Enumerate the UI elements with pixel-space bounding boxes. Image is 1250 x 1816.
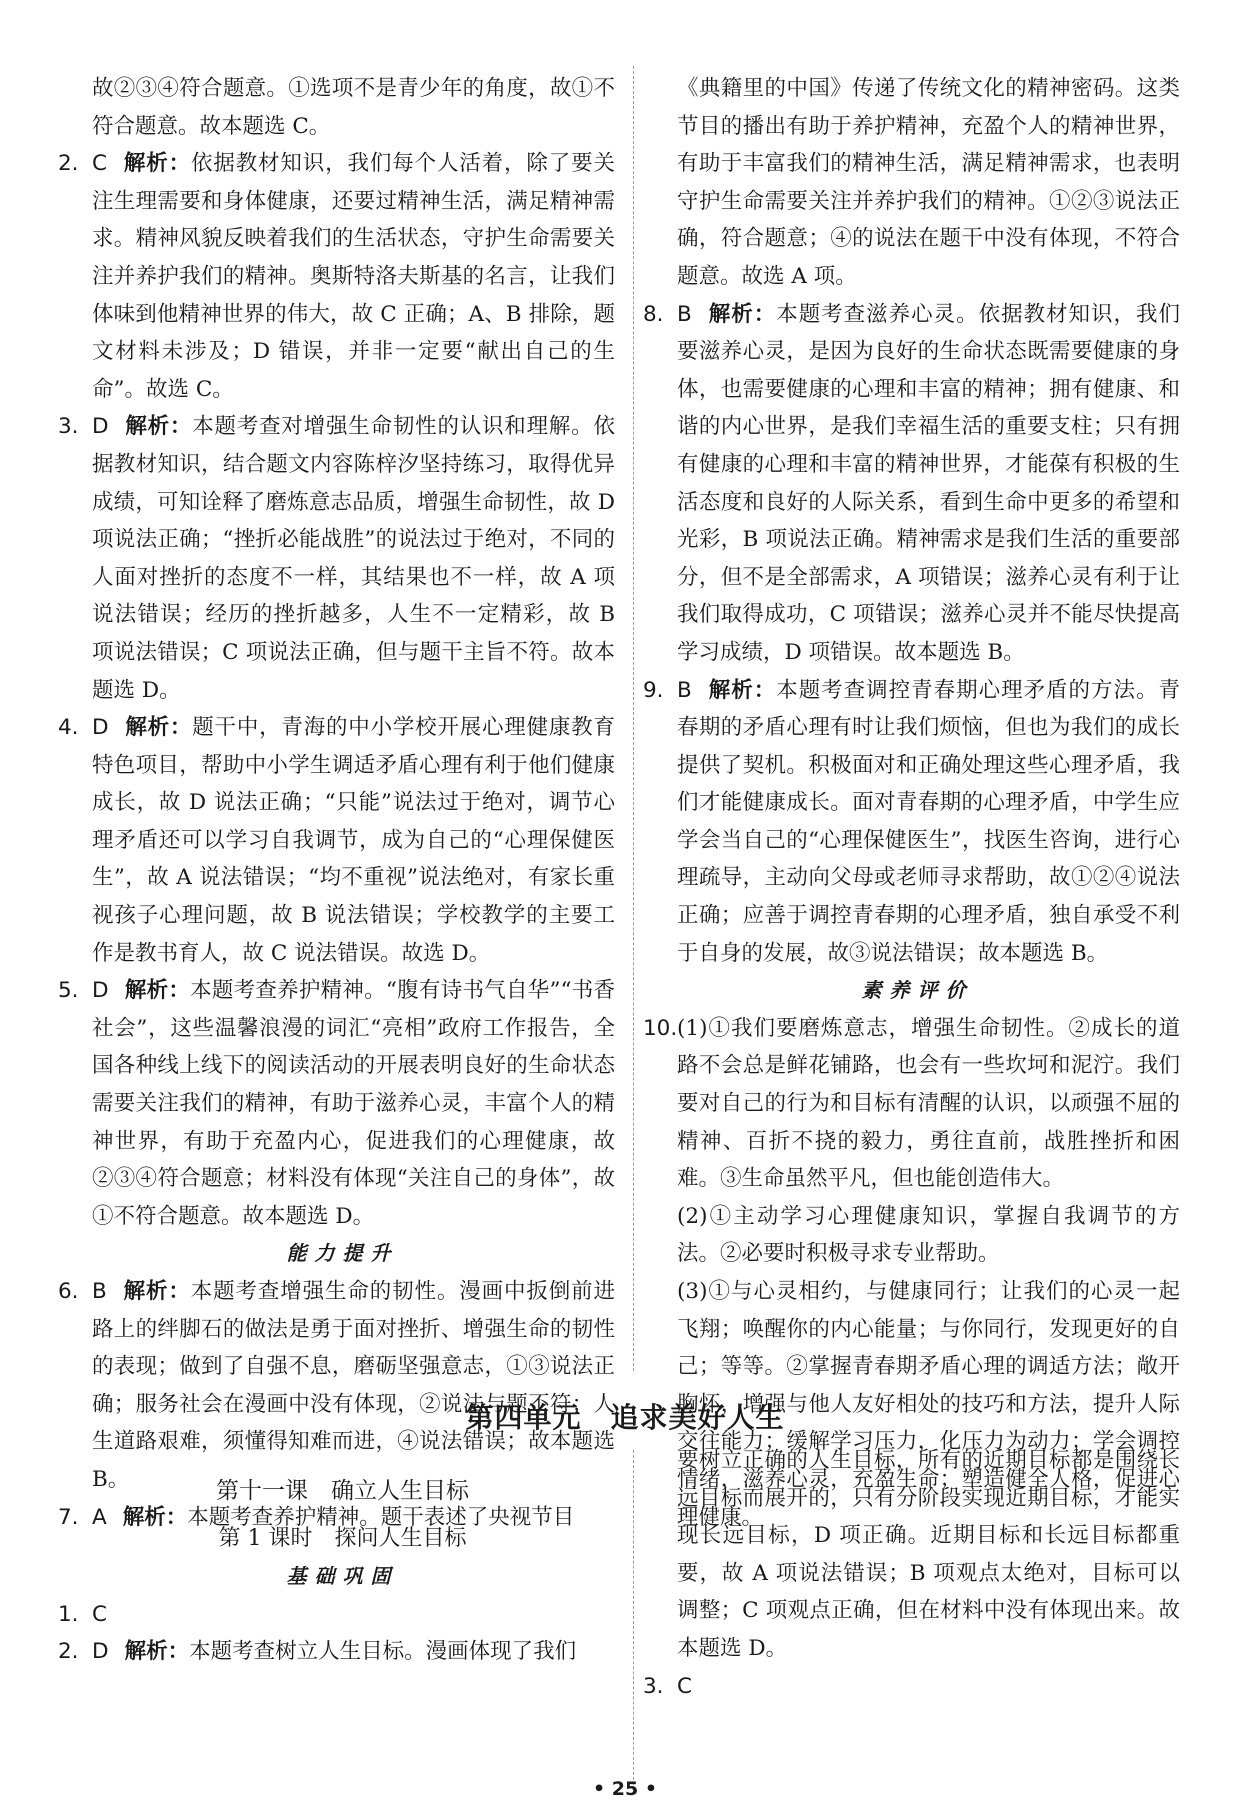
item-number: 2. — [58, 1639, 79, 1665]
continuation-text: 故②③④符合题意。①选项不是青少年的角度，故①不符合题意。故本题选 C。 — [92, 76, 615, 139]
answer-item — [58, 709, 615, 972]
answer-item — [58, 1273, 615, 1499]
answer-item — [58, 1596, 615, 1634]
answer-item — [643, 1668, 1180, 1706]
answer-letter: B — [677, 677, 692, 703]
answer-part: (1)①我们要磨炼意志，增强生命韧性。②成长的道路不会总是鲜花铺路，也会有一些坎坷和泥泞。我们要对自己的行为和目标有清醒的认识，以顽强不屈的精神、百折不挠的毅力，勇往直前，战胜挫折和困难。③生命虽然平凡，但也能创造伟大。 — [677, 1015, 1180, 1192]
answer-item — [643, 296, 1180, 672]
answer-item — [58, 408, 615, 709]
right-column — [643, 70, 1180, 1536]
analysis-label: 解析： — [124, 1639, 190, 1665]
period-title: 第 1 课时 探问人生目标 — [218, 1526, 467, 1551]
continuation-text: 《典籍里的中国》传递了传统文化的精神密码。这类节目的播出有助于养护精神，充盈个人的精神世界，有助于丰富我们的精神生活，满足精神需求，也表明守护生命需要关注并养护我们的精神。①②③说法正确，符合题意；④的说法在题干中没有体现，不符合题意。故选 A 项。 — [677, 76, 1180, 289]
analysis-text: 题干中，青海的中小学校开展心理健康教育特色项目，帮助中小学生调适矛盾心理有利于他们健康成长，故 D 说法正确；“只能”说法过于绝对，调节心理矛盾还可以学习自我调节，成为自己的“心理保健医生”，故 A 说法错误；“均不重视”说法绝对，有家长重视孩子心理问题，故 B 说法错误；学校教学的主要工作是教书育人，故 C 说法错误。故选 D。 — [92, 715, 615, 966]
answer-item — [58, 972, 615, 1235]
answer-letter: B — [92, 1279, 107, 1304]
analysis-label: 解析： — [124, 978, 191, 1004]
lower-left-column — [58, 1470, 615, 1671]
analysis-text: 本题考查对增强生命韧性的认识和理解。依据教材知识，结合题文内容陈梓汐坚持练习，取得优异成绩，可知诠释了磨炼意志品质，增强生命韧性，故 D 项说法正确；“挫折必能战胜”的说法过于绝对，不同的人面对挫折的态度不一样，其结果也不一样，故 A 项说法错误；经历的挫折越多，人生不一定精彩，故 B 项说法错误；C 项说法正确，但与题干主旨不符。故本题选 D。 — [92, 414, 615, 703]
item-number: 2. — [58, 151, 79, 177]
answer-letter: B — [677, 301, 692, 327]
section-heading: 能力提升 — [286, 1241, 399, 1266]
answer-item — [643, 672, 1180, 973]
analysis-text: 本题考查养护精神。“腹有诗书气自华”“书香社会”，这些温馨浪漫的词汇“亮相”政府工作报告，全国各种线上线下的阅读活动的开展表明良好的生命状态需要关注我们的精神，有助于滋养心灵，丰富个人的精神世界，有助于充盈内心，促进我们的心理健康，故②③④符合题意；材料没有体现“关注自己的身体”，故①不符合题意。故本题选 D。 — [92, 978, 615, 1229]
answer-letter: C — [92, 1601, 108, 1627]
unit-title: 第四单元 追求美好人生 — [465, 1401, 785, 1434]
item-number: 5. — [58, 978, 79, 1004]
item-number: 8. — [643, 301, 664, 327]
answer-letter: D — [92, 978, 109, 1004]
analysis-label: 解析： — [123, 151, 191, 177]
item-number: 3. — [643, 1673, 664, 1699]
item-number: 7. — [58, 1504, 79, 1530]
lesson-title: 第十一课 确立人生目标 — [216, 1478, 469, 1504]
answer-letter: A — [92, 1504, 107, 1530]
answer-part: (2)①主动学习心理健康知识，掌握自我调节的方法。②必要时积极寻求专业帮助。 — [677, 1203, 1180, 1267]
page-number: • 25 • — [593, 1778, 657, 1800]
analysis-label: 解析： — [124, 414, 193, 440]
answer-letter: C — [92, 151, 108, 177]
item-number: 1. — [58, 1601, 79, 1627]
left-column — [58, 70, 615, 1536]
answer-letter: D — [92, 1639, 109, 1665]
analysis-text: 本题考查树立人生目标。漫画体现了我们 — [189, 1639, 577, 1665]
analysis-label: 解析： — [124, 715, 193, 741]
answer-letter: D — [92, 715, 109, 741]
column-divider — [633, 1450, 634, 1790]
column-divider — [633, 66, 634, 1371]
answer-item — [643, 1010, 1180, 1198]
analysis-text: 本题考查调控青春期心理矛盾的方法。青春期的矛盾心理有时让我们烦恼，但也为我们的成长提供了契机。积极面对和正确处理这些心理矛盾，我们才能健康成长。面对青春期的心理矛盾，中学生应学会当自己的“心理保健医生”，找医生咨询，进行心理疏导，主动向父母或老师寻求帮助，故①②④说法正确；应善于调控青春期的心理矛盾，独自承受不利于自身的发展，故③说法错误；故本题选 B。 — [677, 677, 1180, 966]
item-number: 10. — [643, 1015, 678, 1041]
item-number: 3. — [58, 414, 79, 440]
answer-letter: C — [677, 1673, 693, 1699]
analysis-text: 本题考查滋养心灵。依据教材知识，我们要滋养心灵，是因为良好的生命状态既需要健康的身体，也需要健康的心理和丰富的精神；拥有健康、和谐的内心世界，是我们幸福生活的重要支柱；只有拥有健康的心理和丰富的精神世界，才能葆有积极的生活态度和良好的人际关系，看到生命中更多的希望和光彩，B 项说法正确。精神需求是我们生活的重要部分，但不是全部需求，A 项错误；滋养心灵有利于让我们取得成功，C 项错误；滋养心灵并不能尽快提高学习成绩，D 项错误。故本题选 B。 — [677, 301, 1180, 665]
item-number: 9. — [643, 677, 664, 703]
item-number: 6. — [58, 1279, 79, 1304]
analysis-label: 解析： — [707, 301, 777, 327]
analysis-label: 解析： — [707, 677, 777, 703]
answer-item — [58, 1633, 615, 1671]
lower-right-column — [643, 1442, 1180, 1705]
answer-item — [58, 145, 615, 408]
section-heading: 基础巩固 — [286, 1564, 399, 1588]
section-heading: 素养评价 — [861, 978, 974, 1003]
item-number: 4. — [58, 715, 79, 741]
analysis-text: 本题考查增强生命的韧性。漫画中扳倒前进路上的绊脚石的做法是勇于面对挫折、增强生命的韧性的表现；做到了自强不息，磨砺坚强意志，①③说法正确；服务社会在漫画中没有体现，②说法与题不符；人生道路艰难，须懂得知难而进，④说法错误；故本题选 B。 — [92, 1279, 615, 1492]
answer-letter: D — [92, 414, 109, 440]
continuation-text: 要树立正确的人生目标，所有的近期目标都是围绕长远目标而展开的，只有分阶段实现近期目标，才能实现长远目标，D 项正确。近期目标和长远目标都重要，故 A 项说法错误；B 项观点太绝对，目标可以调整；C 项观点正确，但在材料中没有体现出来。故本题选 D。 — [677, 1448, 1180, 1661]
analysis-label: 解析： — [122, 1279, 191, 1304]
analysis-label: 解析： — [122, 1504, 188, 1530]
analysis-text: 依据教材知识，我们每个人活着，除了要关注生理需要和身体健康，还要过精神生活，满足精神需求。精神风貌反映着我们的生活状态，守护生命需要关注并养护我们的精神。奥斯特洛夫斯基的名言，让我们体味到他精神世界的伟大，故 C 正确；A、B 排除，题文材料未涉及；D 错误，并非一定要“献出自己的生命”。故选 C。 — [92, 151, 615, 402]
answer-part: (3)①与心灵相约，与健康同行；让我们的心灵一起飞翔；唤醒你的内心能量；与你同行，发现更好的自己；等等。②掌握青春期矛盾心理的调适方法；敞开胸怀，增强与他人友好相处的技巧和方法，提升人际交往能力；缓解学习压力，化压力为动力；学会调控情绪，滋养心灵，充盈生命；塑造健全人格，促进心理健康。 — [677, 1279, 1180, 1530]
analysis-text: 本题考查养护精神。题干表述了央视节目 — [187, 1504, 575, 1530]
